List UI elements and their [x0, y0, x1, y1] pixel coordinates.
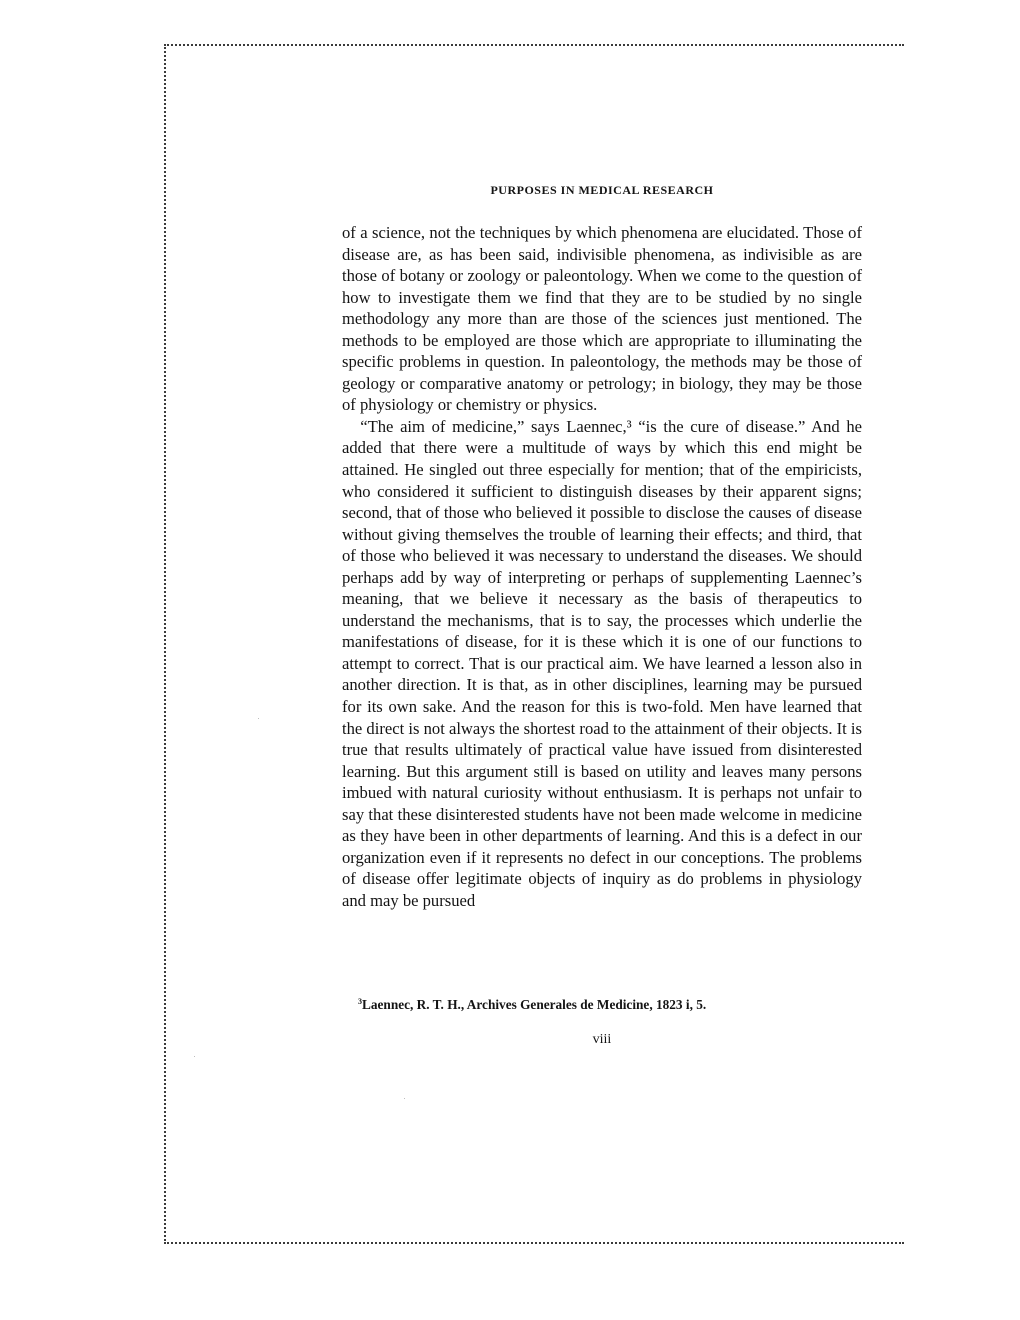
paper-speck	[194, 1056, 195, 1057]
paragraph-2: “The aim of medicine,” says Laennec,³ “is the cure of disease.” And he added that there were a multitude of ways by which this end might be attained. He singled out three especially for mention; that of the empiricists, who considered it sufficient to distinguish diseases by their apparent signs; second, that of those who believed it possible to disclose the causes of disease without giving themselves the trouble of learning their effects; and third, that of those who believed it was necessary to understand the diseases. We should perhaps add by way of interpreting or perhaps of supplementing Laennec’s meaning, that we believe it necessary as the basis of therapeutics to understand the mechanisms, that is to say, the processes which underlie the manifestations of disease, for it is these which it is one of our functions to attempt to correct. That is our practical aim. We have learned a lesson also in another direction. It is that, as in other disciplines, learning may be pursued for its own sake. And the reason for this is two-fold. Men have learned that the direct is not always the shortest road to the attainment of their objects. It is true that results ultimately of practical value have issued from disinterested learning. But this argument still is based on utility and leaves many persons imbued with natural curiosity without enthusiasm. It is perhaps not unfair to say that these disinterested students have not been made welcome in medicine as they have been in other departments of learning. And this is a defect in our organization even if it represents no defect in our conceptions. The problems of disease offer legitimate objects of inquiry as do problems in physiology and may be pursued	[342, 416, 862, 910]
page-number: viii	[592, 1032, 612, 1047]
running-head: PURPOSES IN MEDICAL RESEARCH	[490, 183, 714, 197]
body-text	[342, 222, 862, 912]
footnote	[358, 997, 878, 1013]
paper-speck	[258, 718, 259, 719]
paragraph-1: of a science, not the techniques by which phenomena are elucidated. Those of disease are, as has been said, indivisible phenomena, as indivisible as are those of botany or zoology or paleontology. When we come to the question of how to investigate them we find that they are to be studied by no single methodology any more than are those of the sciences just mentioned. The methods to be employed are those which are appropriate to illuminating the specific problems in question. In paleontology, the methods may be those of geology or comparative anatomy or petrology; in biology, they may be those of physiology or chemistry or physics.	[342, 223, 862, 415]
footnote-marker: 3	[358, 997, 362, 1006]
footnote-text: Laennec, R. T. H., Archives Generales de Medicine, 1823 i, 5.	[362, 997, 707, 1012]
paper-speck	[404, 1098, 405, 1099]
